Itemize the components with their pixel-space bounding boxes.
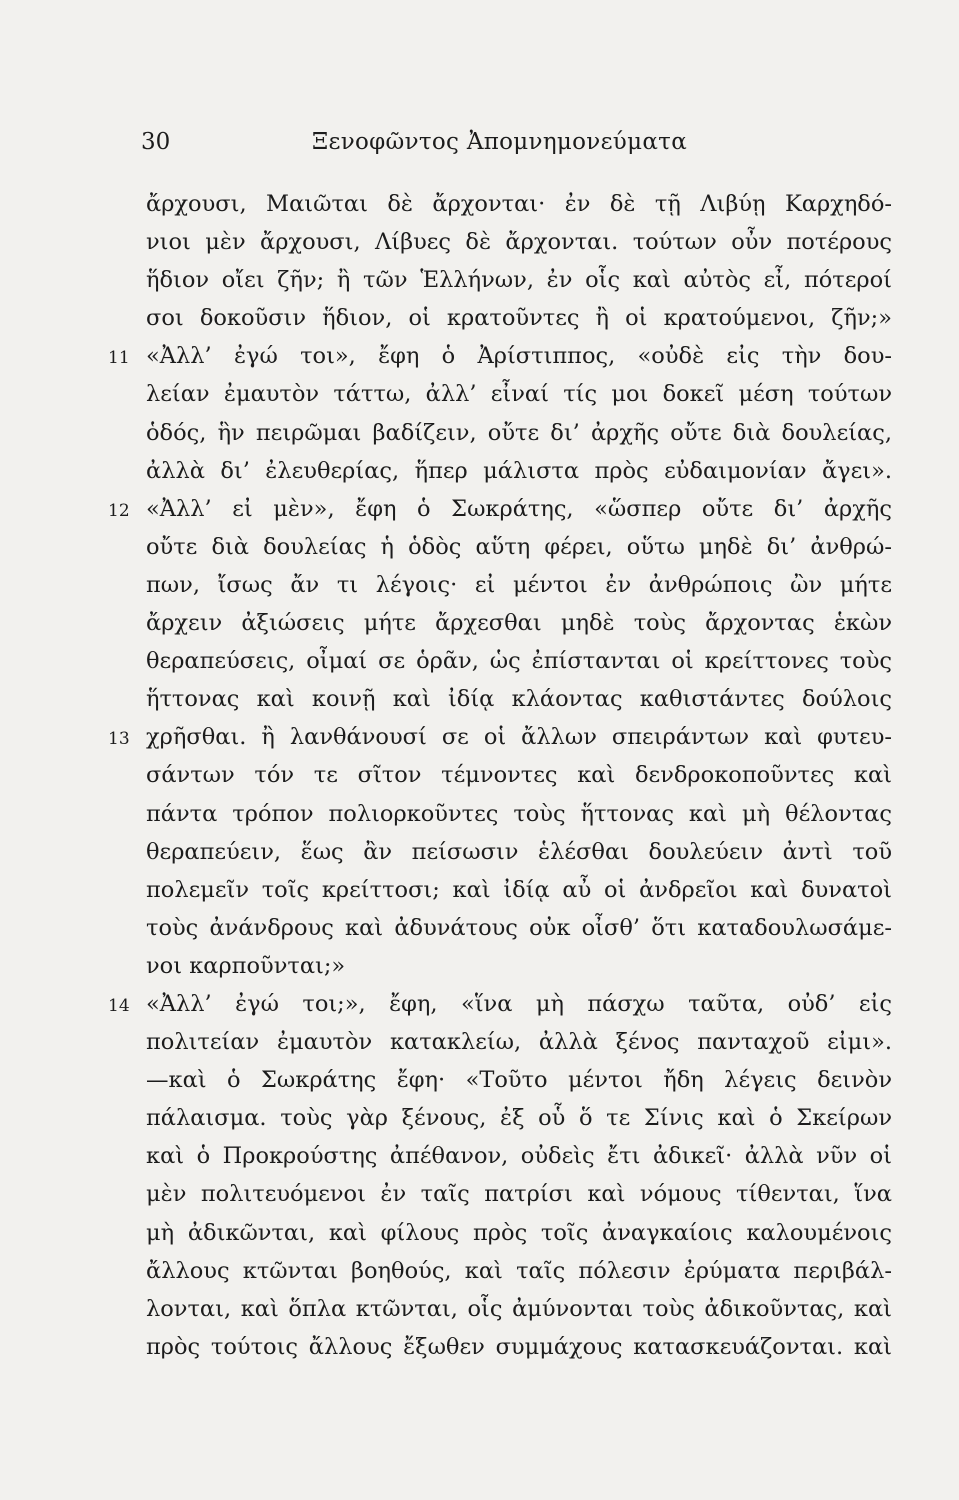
text-line bbox=[0, 528, 959, 566]
text-line bbox=[0, 871, 959, 909]
line-text: οὔτε διὰ δουλείας ἡ ὁδὸς αὕτη φέρει, οὕτω μηδὲ δι’ ἀνθρώ- bbox=[146, 533, 892, 560]
text-line bbox=[0, 1137, 959, 1175]
line-text: σοι δοκοῦσιν ἥδιον, οἱ κρατοῦντες ἢ οἱ κρατούμενοι, ζῆν;» bbox=[146, 305, 892, 332]
body-text bbox=[0, 185, 959, 1366]
text-line bbox=[0, 185, 959, 223]
text-line bbox=[0, 833, 959, 871]
line-text: πρὸς τούτοις ἄλλους ἔξωθεν συμμάχους κατασκευάζονται. καὶ bbox=[146, 1333, 892, 1360]
section-number: 12 bbox=[108, 500, 130, 521]
section-number: 14 bbox=[108, 995, 130, 1016]
page-header bbox=[0, 124, 959, 164]
text-line bbox=[0, 909, 959, 947]
text-line bbox=[0, 414, 959, 452]
text-line bbox=[0, 1252, 959, 1290]
line-text: μὲν πολιτευόμενοι ἐν ταῖς πατρίσι καὶ νόμους τίθενται, ἵνα bbox=[146, 1181, 892, 1208]
line-text: τοὺς ἀνάνδρους καὶ ἀδυνάτους οὐκ οἶσθ’ ὅτι καταδουλωσάμε- bbox=[146, 914, 892, 941]
running-title: Ξενοφῶντος Ἀπομνημονεύματα bbox=[312, 129, 688, 155]
text-line bbox=[0, 299, 959, 337]
text-line bbox=[0, 1328, 959, 1366]
line-text: ἄρχειν ἀξιώσεις μήτε ἄρχεσθαι μηδὲ τοὺς ἄρχοντας ἑκὼν bbox=[146, 610, 892, 637]
section-number: 13 bbox=[108, 729, 130, 750]
text-line bbox=[0, 1214, 959, 1252]
line-text: «Ἀλλ’ ἐγώ τοι», ἔφη ὁ Ἀρίστιππος, «οὐδὲ εἰς τὴν δου- bbox=[146, 343, 892, 370]
line-text: ἀλλὰ δι’ ἐλευθερίας, ἥπερ μάλιστα πρὸς εὐδαιμονίαν ἄγει». bbox=[146, 457, 892, 484]
line-text: λονται, καὶ ὅπλα κτῶνται, οἷς ἀμύνονται τοὺς ἀδικοῦντας, καὶ bbox=[146, 1295, 892, 1322]
line-text: πάντα τρόπον πολιορκοῦντες τοὺς ἥττονας καὶ μὴ θέλοντας bbox=[146, 800, 892, 827]
text-line bbox=[0, 795, 959, 833]
text-line bbox=[0, 1061, 959, 1099]
text-line bbox=[0, 680, 959, 718]
line-text: ἄρχουσι, Μαιῶται δὲ ἄρχονται· ἐν δὲ τῇ Λιβύῃ Καρχηδό- bbox=[146, 191, 892, 217]
line-text: πων, ἴσως ἄν τι λέγοις· εἰ μέντοι ἐν ἀνθρώποις ὢν μήτε bbox=[146, 571, 892, 598]
line-text: θεραπεύειν, ἕως ἂν πείσωσιν ἑλέσθαι δουλεύειν ἀντὶ τοῦ bbox=[146, 838, 892, 865]
page-number: 30 bbox=[141, 129, 171, 155]
text-line bbox=[0, 1290, 959, 1328]
text-line bbox=[0, 947, 959, 985]
text-line bbox=[0, 1099, 959, 1137]
line-text: λείαν ἐμαυτὸν τάττω, ἀλλ’ εἶναί τίς μοι δοκεῖ μέση τούτων bbox=[146, 381, 892, 408]
line-text: καὶ ὁ Προκρούστης ἀπέθανον, οὐδεὶς ἔτι ἀδικεῖ· ἀλλὰ νῦν οἱ bbox=[146, 1143, 892, 1170]
text-line bbox=[0, 490, 959, 528]
section-number: 11 bbox=[108, 348, 130, 369]
line-text: νοι καρποῦνται;» bbox=[146, 952, 346, 979]
line-text: πολεμεῖν τοῖς κρείττοσι; καὶ ἰδίᾳ αὖ οἱ ἀνδρεῖοι καὶ δυνατοὶ bbox=[146, 876, 892, 903]
text-line bbox=[0, 718, 959, 756]
text-line bbox=[0, 261, 959, 299]
text-line bbox=[0, 1175, 959, 1213]
line-text: πολιτείαν ἐμαυτὸν κατακλείω, ἀλλὰ ξένος πανταχοῦ εἰμι». bbox=[146, 1029, 892, 1056]
text-line bbox=[0, 337, 959, 375]
text-line bbox=[0, 604, 959, 642]
text-line bbox=[0, 642, 959, 680]
text-line bbox=[0, 566, 959, 604]
text-line bbox=[0, 375, 959, 413]
line-text: σάντων τόν τε σῖτον τέμνοντες καὶ δενδροκοποῦντες καὶ bbox=[146, 762, 892, 789]
line-text: ἄλλους κτῶνται βοηθούς, καὶ ταῖς πόλεσιν ἐρύματα περιβάλ- bbox=[146, 1257, 892, 1284]
line-text: ἥττονας καὶ κοινῇ καὶ ἰδίᾳ κλάοντας καθιστάντες δούλοις bbox=[146, 686, 892, 713]
line-text: ὁδός, ἣν πειρῶμαι βαδίζειν, οὔτε δι’ ἀρχῆς οὔτε διὰ δουλείας, bbox=[146, 419, 892, 446]
line-text: —καὶ ὁ Σωκράτης ἔφη· «Τοῦτο μέντοι ἤδη λέγεις δεινὸν bbox=[146, 1067, 892, 1094]
text-line bbox=[0, 1023, 959, 1061]
text-line bbox=[0, 756, 959, 794]
line-text: νιοι μὲν ἄρχουσι, Λίβυες δὲ ἄρχονται. τούτων οὖν ποτέρους bbox=[146, 229, 892, 256]
text-line bbox=[0, 985, 959, 1023]
line-text: μὴ ἀδικῶνται, καὶ φίλους πρὸς τοῖς ἀναγκαίοις καλουμένοις bbox=[146, 1219, 892, 1246]
line-text: «Ἀλλ’ εἰ μὲν», ἔφη ὁ Σωκράτης, «ὥσπερ οὔτε δι’ ἀρχῆς bbox=[146, 495, 892, 522]
line-text: ἥδιον οἴει ζῆν; ἢ τῶν Ἑλλήνων, ἐν οἷς καὶ αὐτὸς εἶ, πότεροί bbox=[146, 267, 892, 294]
text-line bbox=[0, 223, 959, 261]
text-line bbox=[0, 452, 959, 490]
line-text: «Ἀλλ’ ἐγώ τοι;», ἔφη, «ἵνα μὴ πάσχω ταῦτα, οὐδ’ εἰς bbox=[146, 990, 892, 1017]
line-text: πάλαισμα. τοὺς γὰρ ξένους, ἐξ οὗ ὅ τε Σίνις καὶ ὁ Σκείρων bbox=[146, 1105, 892, 1132]
line-text: χρῆσθαι. ἢ λανθάνουσί σε οἱ ἄλλων σπειράντων καὶ φυτευ- bbox=[146, 724, 892, 751]
line-text: θεραπεύσεις, οἶμαί σε ὁρᾶν, ὡς ἐπίστανται οἱ κρείττονες τοὺς bbox=[146, 648, 892, 675]
